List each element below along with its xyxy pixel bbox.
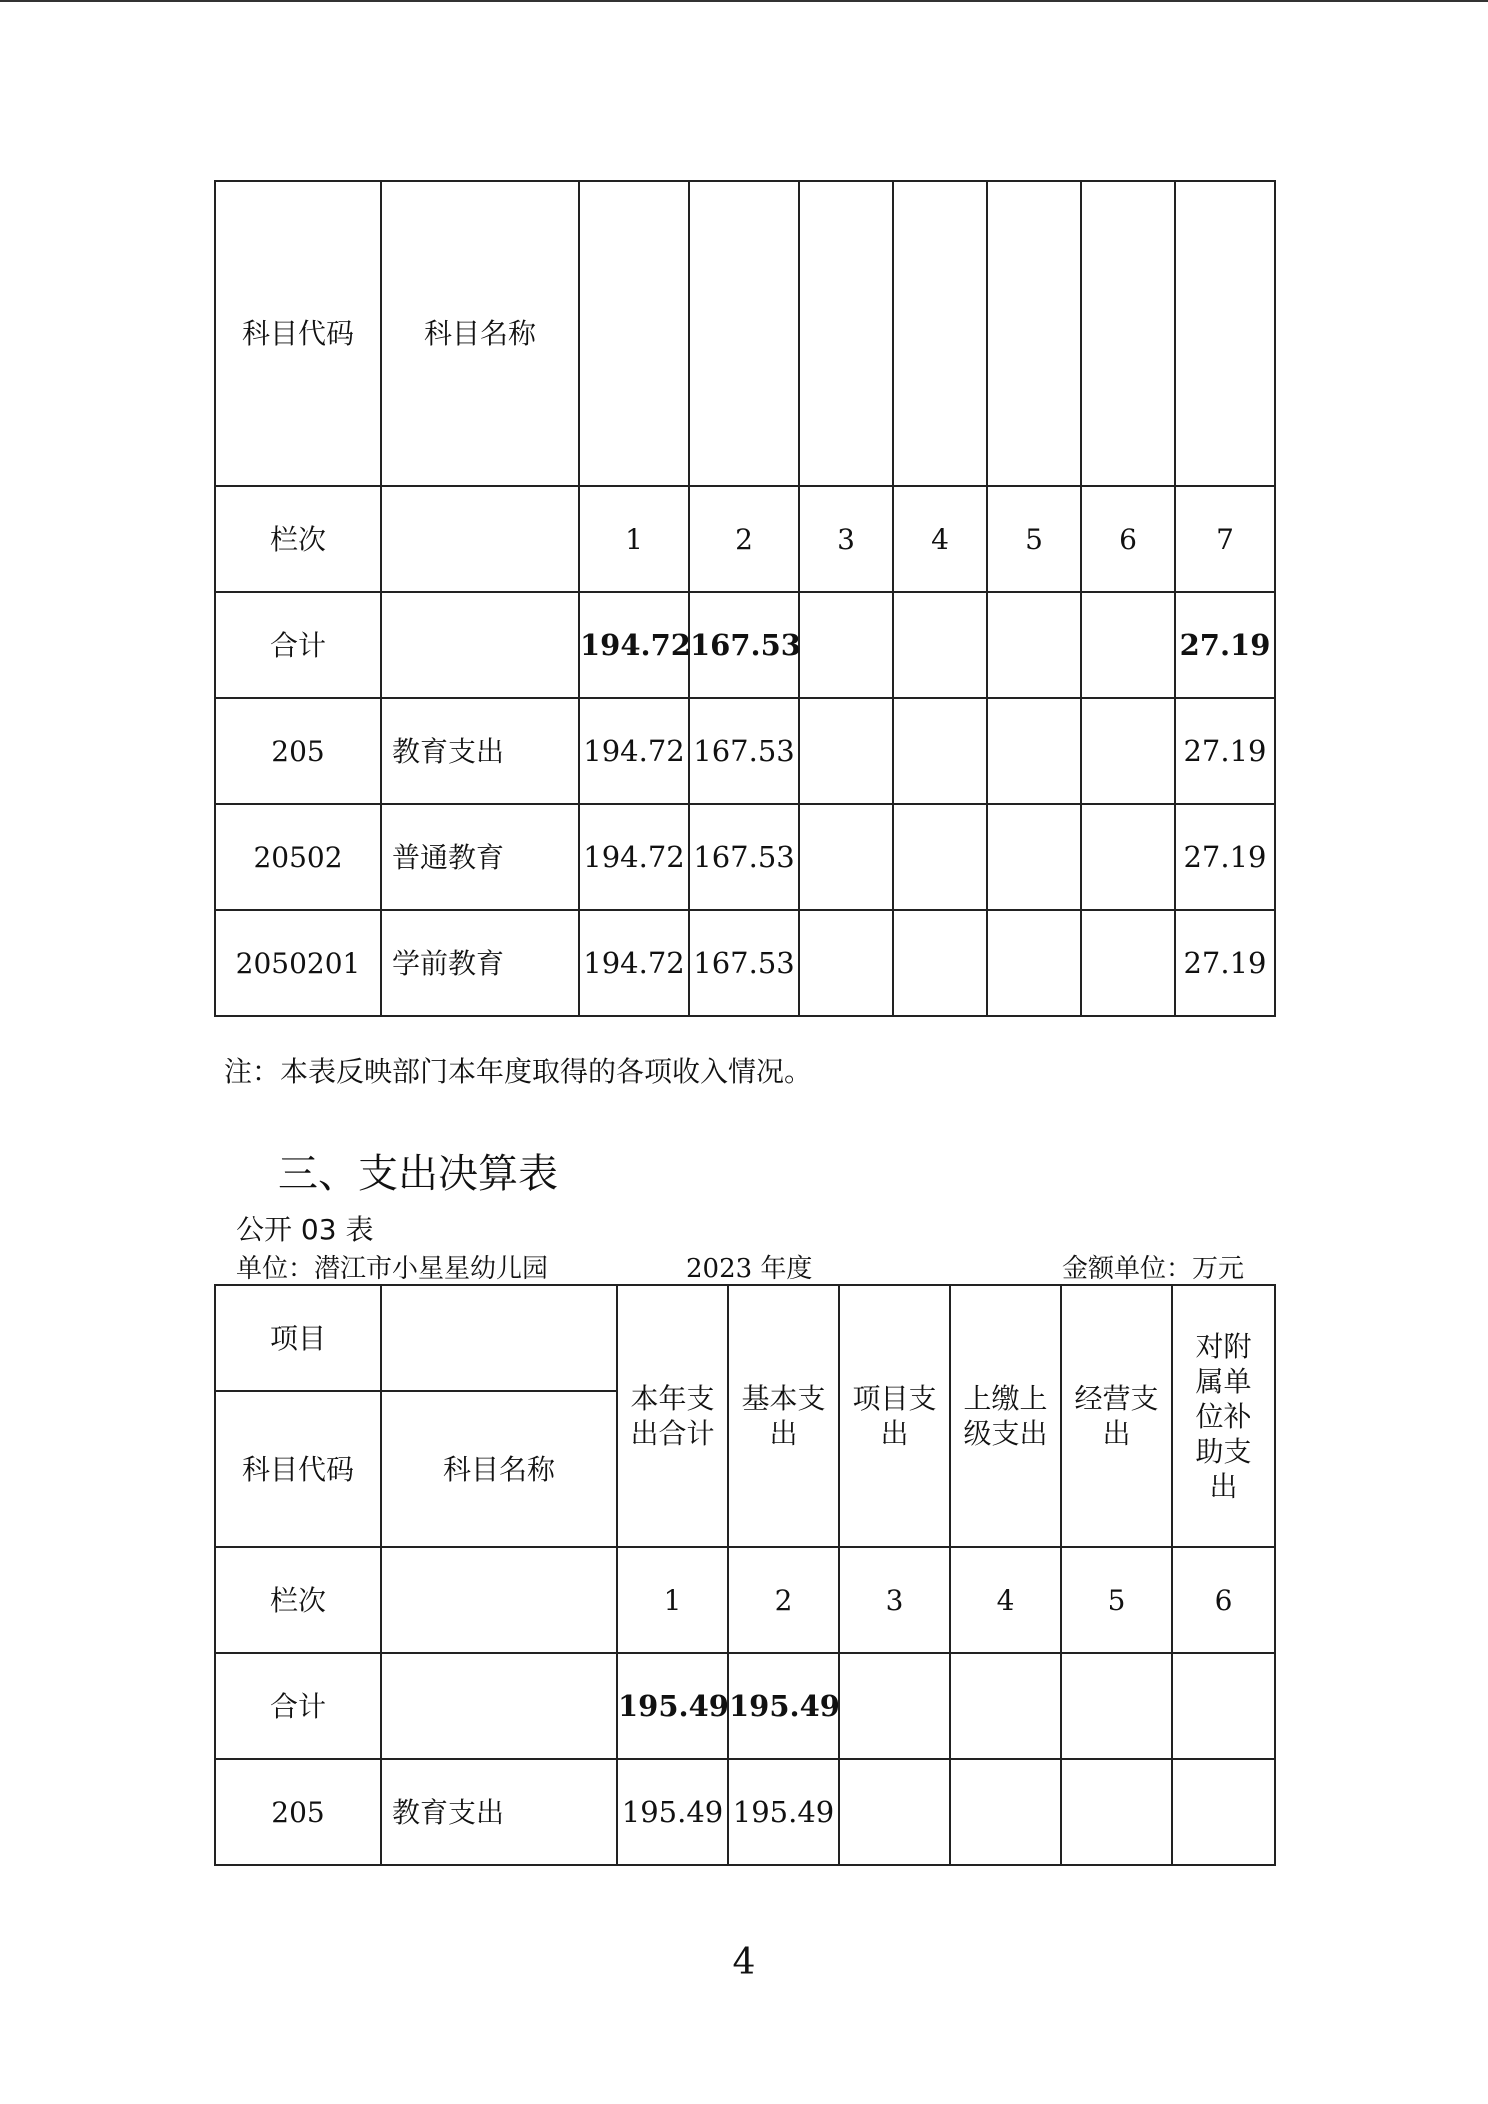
column-number: 6 xyxy=(1081,486,1175,592)
row-value-2: 167.53 xyxy=(689,592,799,698)
row-value-4 xyxy=(893,698,987,804)
column-number: 7 xyxy=(1175,486,1275,592)
header-name: 科目名称 xyxy=(381,1391,617,1547)
header-col-5 xyxy=(987,181,1081,486)
table2-header-row-1 xyxy=(215,1285,1275,1391)
row-value-5 xyxy=(987,804,1081,910)
amount-unit: 金额单位：万元 xyxy=(1062,1254,1245,1284)
header-text: 项目支 xyxy=(852,1382,937,1415)
row-value-2: 195.49 xyxy=(728,1653,839,1759)
row-value-7: 27.19 xyxy=(1175,804,1275,910)
column-number: 4 xyxy=(950,1547,1061,1653)
column-number: 5 xyxy=(1061,1547,1172,1653)
row-value-1: 195.49 xyxy=(617,1653,728,1759)
row-value-4 xyxy=(950,1653,1061,1759)
row-value-4 xyxy=(893,804,987,910)
row-value-3 xyxy=(799,592,893,698)
row-value-2: 167.53 xyxy=(689,804,799,910)
row-value-6 xyxy=(1081,592,1175,698)
income-table xyxy=(214,180,1276,1017)
header-text: 级支出 xyxy=(963,1417,1048,1450)
header-remit-expenditure xyxy=(950,1285,1061,1547)
row-value-3 xyxy=(799,698,893,804)
row-name: 教育支出 xyxy=(381,1759,617,1865)
row-name: 学前教育 xyxy=(381,910,579,1016)
row-value-3 xyxy=(799,910,893,1016)
column-number-empty xyxy=(381,486,579,592)
header-col-6 xyxy=(1081,181,1175,486)
header-code: 科目代码 xyxy=(215,1391,381,1547)
unit-organization: 单位：潜江市小星星幼儿园 xyxy=(236,1254,549,1284)
form-number-value: 03 xyxy=(300,1213,337,1246)
column-number: 5 xyxy=(987,486,1081,592)
unit-year: 2023 年度 xyxy=(686,1254,813,1284)
expenditure-table xyxy=(214,1284,1276,1866)
row-value-1: 195.49 xyxy=(617,1759,728,1865)
column-number: 1 xyxy=(579,486,689,592)
row-value-5 xyxy=(987,910,1081,1016)
header-text: 出 xyxy=(1102,1417,1131,1450)
page-top-border xyxy=(0,0,1488,2)
row-code: 合计 xyxy=(215,1653,381,1759)
header-text: 基本支 xyxy=(741,1382,826,1415)
header-item-empty xyxy=(381,1285,617,1391)
header-text: 上缴上 xyxy=(963,1382,1048,1415)
row-value-6 xyxy=(1081,698,1175,804)
column-number-label: 栏次 xyxy=(215,1547,381,1653)
row-name xyxy=(381,1653,617,1759)
header-text: 出 xyxy=(1209,1469,1238,1503)
header-col-7 xyxy=(1175,181,1275,486)
row-value-3 xyxy=(839,1653,950,1759)
row-name xyxy=(381,592,579,698)
header-text: 位补 xyxy=(1195,1399,1252,1433)
column-number: 3 xyxy=(839,1547,950,1653)
header-text: 对附 xyxy=(1195,1329,1252,1363)
column-number-empty xyxy=(381,1547,617,1653)
column-number: 4 xyxy=(893,486,987,592)
page-number: 4 xyxy=(732,1942,756,1983)
column-number: 3 xyxy=(799,486,893,592)
header-col-4 xyxy=(893,181,987,486)
row-code: 2050201 xyxy=(215,910,381,1016)
row-value-6 xyxy=(1081,910,1175,1016)
row-value-2: 167.53 xyxy=(689,698,799,804)
column-number: 6 xyxy=(1172,1547,1275,1653)
row-value-4 xyxy=(893,910,987,1016)
table1-column-number-row xyxy=(215,486,1275,592)
form-number-suffix: 表 xyxy=(336,1213,374,1246)
header-item: 项目 xyxy=(215,1285,381,1391)
row-value-2: 167.53 xyxy=(689,910,799,1016)
header-total-expenditure xyxy=(617,1285,728,1547)
row-value-6 xyxy=(1172,1653,1275,1759)
header-text: 出 xyxy=(769,1417,798,1450)
row-value-1: 194.72 xyxy=(579,698,689,804)
row-value-6 xyxy=(1172,1759,1275,1865)
header-text: 经营支 xyxy=(1074,1382,1159,1415)
header-text: 出合计 xyxy=(630,1417,715,1450)
row-value-4 xyxy=(950,1759,1061,1865)
row-value-5 xyxy=(1061,1653,1172,1759)
section-title: 三、支出决算表 xyxy=(278,1151,558,1197)
row-code: 20502 xyxy=(215,804,381,910)
column-number: 2 xyxy=(689,486,799,592)
header-col-2 xyxy=(689,181,799,486)
header-operating-expenditure xyxy=(1061,1285,1172,1547)
header-text: 本年支 xyxy=(630,1382,715,1415)
row-value-7: 27.19 xyxy=(1175,698,1275,804)
header-text: 助支 xyxy=(1195,1434,1252,1468)
row-code: 205 xyxy=(215,698,381,804)
row-value-5 xyxy=(1061,1759,1172,1865)
row-value-3 xyxy=(799,804,893,910)
table-note: 注：本表反映部门本年度取得的各项收入情况。 xyxy=(224,1055,813,1088)
table1-header-row xyxy=(215,181,1275,486)
header-code: 科目代码 xyxy=(215,181,381,486)
row-name: 教育支出 xyxy=(381,698,579,804)
table-row xyxy=(215,910,1275,1016)
column-number: 1 xyxy=(617,1547,728,1653)
form-number xyxy=(236,1208,373,1248)
row-value-1: 194.72 xyxy=(579,592,689,698)
column-number: 2 xyxy=(728,1547,839,1653)
header-basic-expenditure xyxy=(728,1285,839,1547)
header-subsidy-expenditure xyxy=(1172,1285,1275,1547)
header-project-expenditure xyxy=(839,1285,950,1547)
row-value-6 xyxy=(1081,804,1175,910)
row-value-7: 27.19 xyxy=(1175,910,1275,1016)
column-number-label: 栏次 xyxy=(215,486,381,592)
table-row xyxy=(215,804,1275,910)
header-text: 出 xyxy=(880,1417,909,1450)
form-number-prefix: 公开 xyxy=(236,1213,301,1246)
row-code: 205 xyxy=(215,1759,381,1865)
table2-column-number-row xyxy=(215,1547,1275,1653)
row-value-5 xyxy=(987,592,1081,698)
table-row xyxy=(215,1759,1275,1865)
table-row-total xyxy=(215,592,1275,698)
row-value-3 xyxy=(839,1759,950,1865)
table-row-total xyxy=(215,1653,1275,1759)
header-name: 科目名称 xyxy=(381,181,579,486)
row-value-2: 195.49 xyxy=(728,1759,839,1865)
row-value-5 xyxy=(987,698,1081,804)
row-value-4 xyxy=(893,592,987,698)
row-value-1: 194.72 xyxy=(579,910,689,1016)
row-value-7: 27.19 xyxy=(1175,592,1275,698)
table-row xyxy=(215,698,1275,804)
header-col-1 xyxy=(579,181,689,486)
row-value-1: 194.72 xyxy=(579,804,689,910)
row-code: 合计 xyxy=(215,592,381,698)
header-text: 属单 xyxy=(1195,1364,1252,1398)
row-name: 普通教育 xyxy=(381,804,579,910)
header-col-3 xyxy=(799,181,893,486)
